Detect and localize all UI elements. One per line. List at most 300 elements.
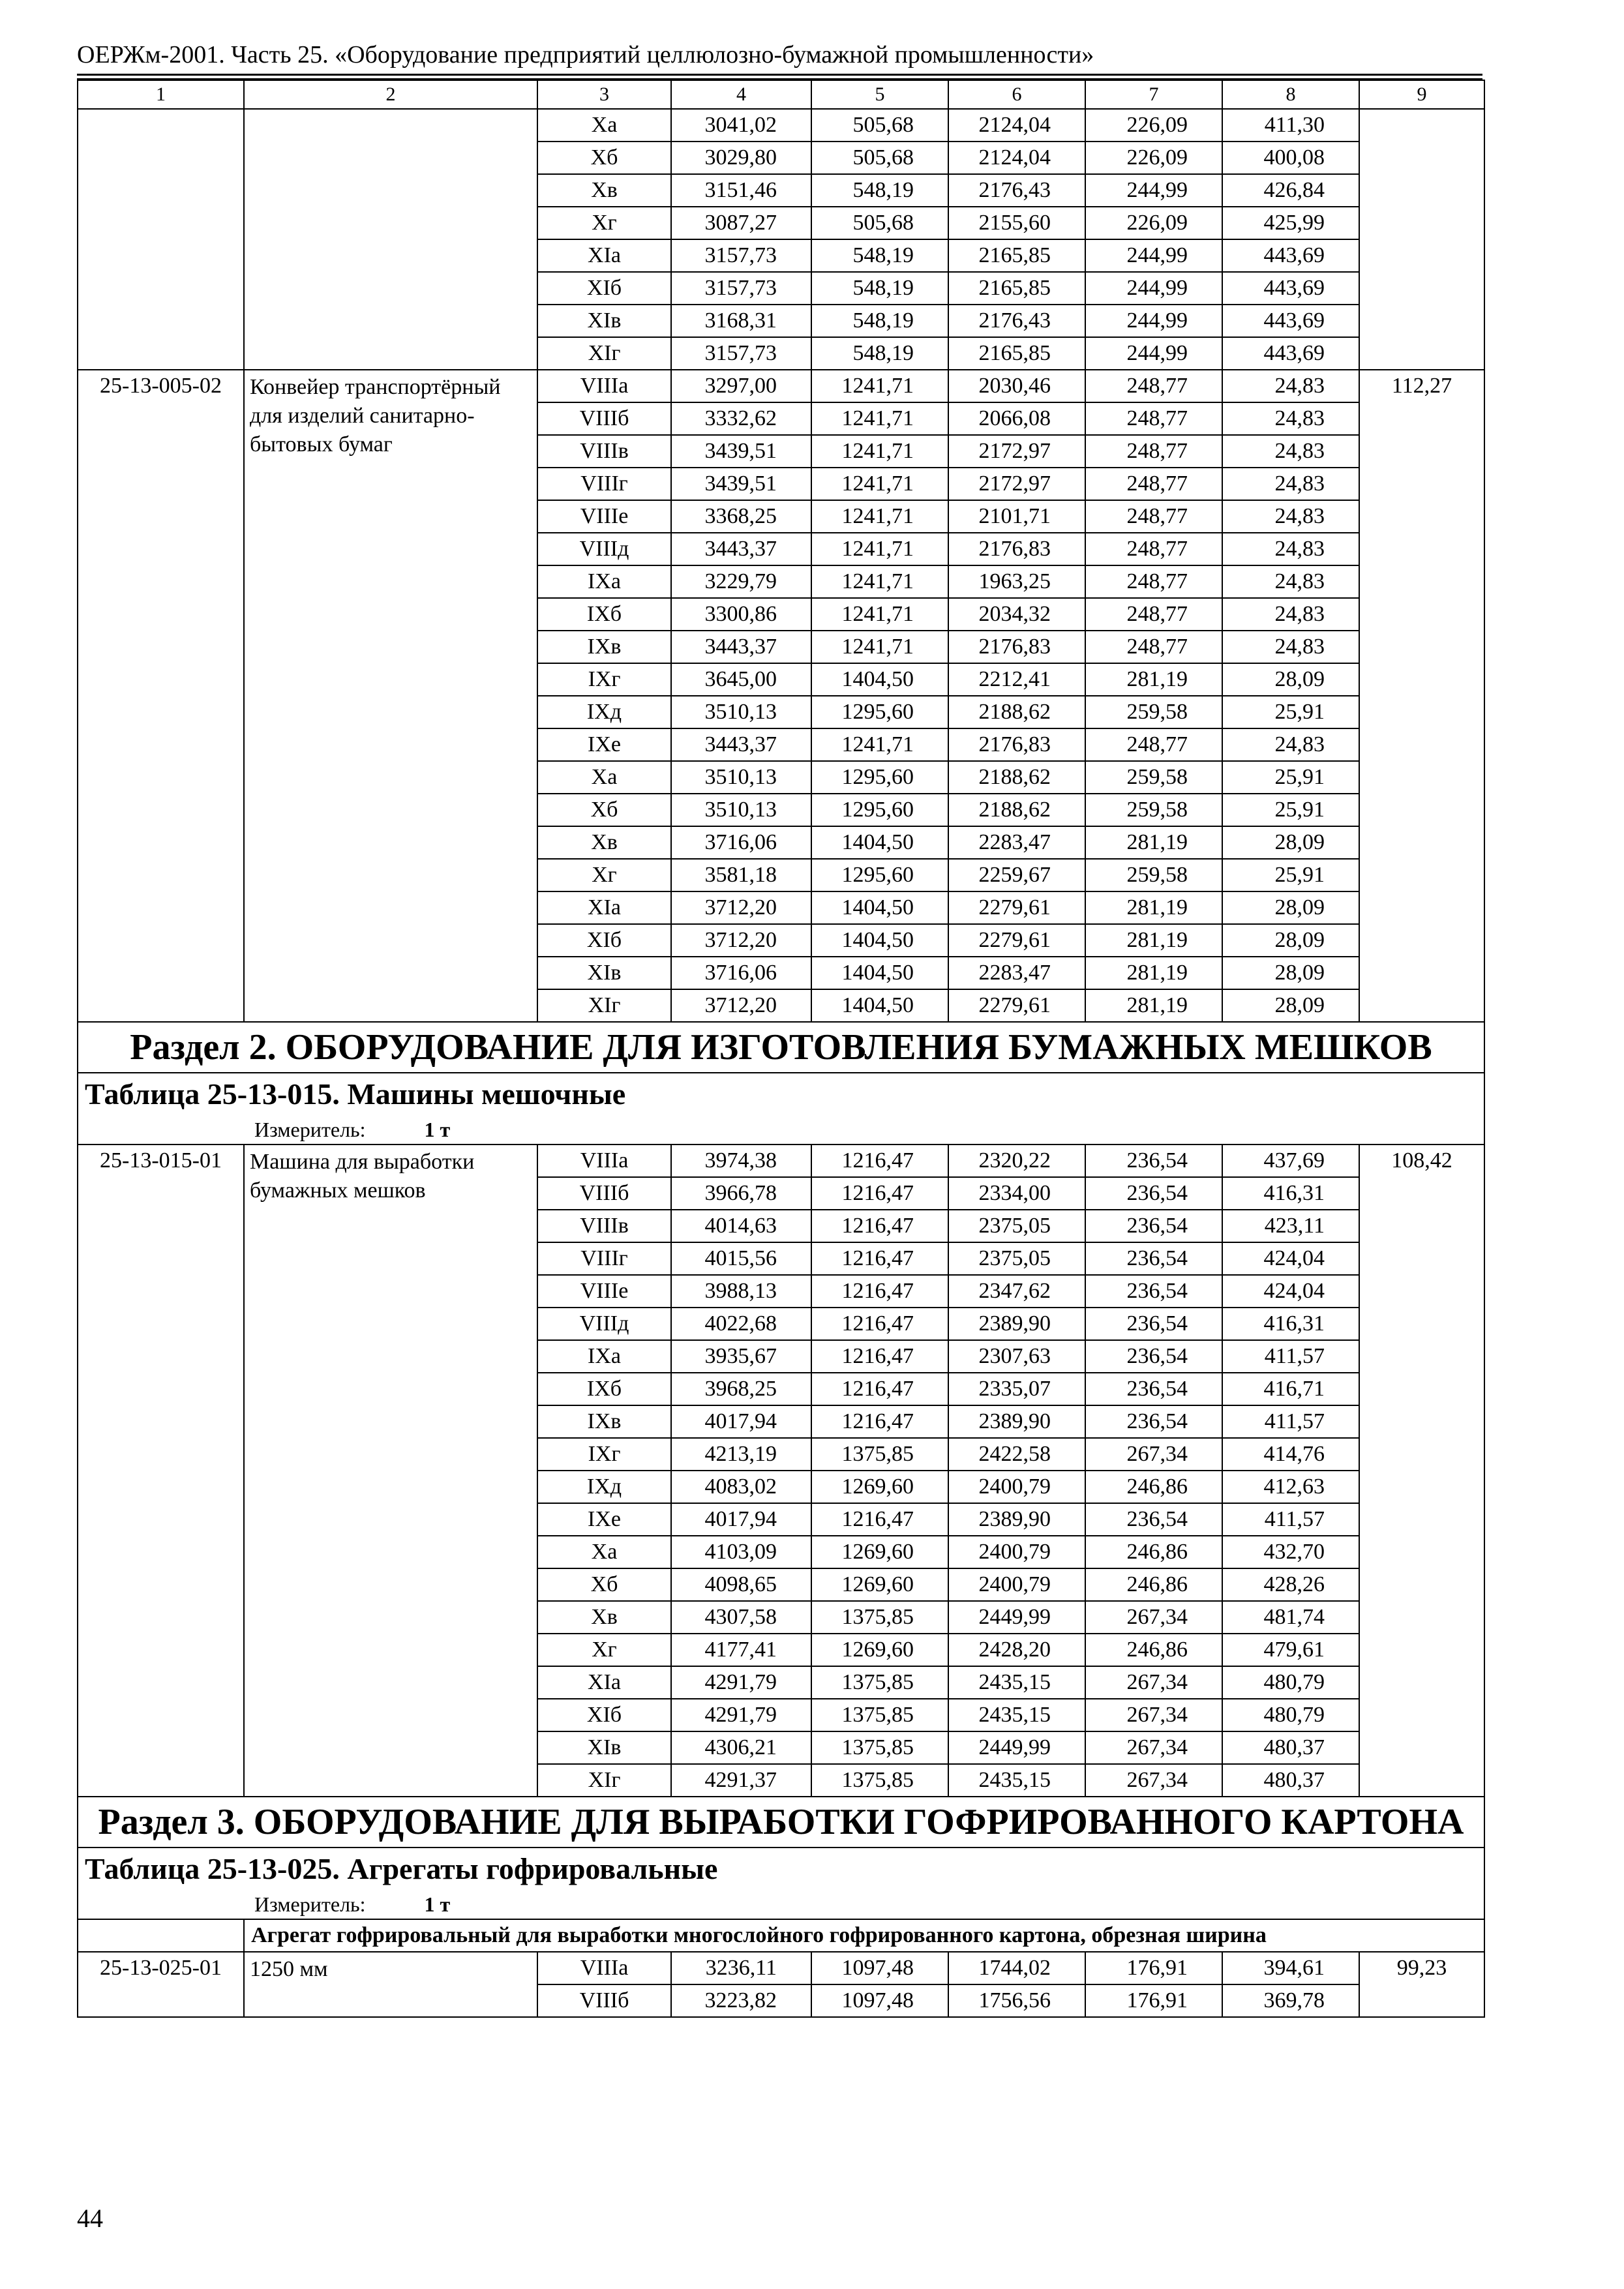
total-cost: 4291,79	[671, 1699, 811, 1731]
labor-cost: 505,68	[811, 207, 948, 239]
total-cost: 3443,37	[671, 533, 811, 565]
section-row	[78, 1797, 1484, 1848]
zone-code: XIг	[537, 337, 671, 370]
total-cost: 4177,41	[671, 1634, 811, 1666]
total-cost: 3157,73	[671, 272, 811, 305]
operator-wage: 267,34	[1085, 1699, 1222, 1731]
total-cost: 3581,18	[671, 859, 811, 891]
operator-wage: 176,91	[1085, 1984, 1222, 2017]
machine-cost: 2172,97	[948, 468, 1085, 500]
materials-cost: 426,84	[1222, 174, 1359, 207]
materials-cost: 411,57	[1222, 1503, 1359, 1536]
zone-code: Xв	[537, 1601, 671, 1634]
machine-cost: 2155,60	[948, 207, 1085, 239]
materials-cost: 24,83	[1222, 598, 1359, 631]
operator-wage: 248,77	[1085, 598, 1222, 631]
machine-cost: 2347,62	[948, 1275, 1085, 1308]
labor-cost: 1375,85	[811, 1764, 948, 1797]
labor-cost: 1295,60	[811, 761, 948, 794]
labor-cost: 1295,60	[811, 696, 948, 728]
operator-wage: 236,54	[1085, 1373, 1222, 1405]
machine-cost: 2320,22	[948, 1144, 1085, 1177]
labor-cost: 505,68	[811, 142, 948, 174]
total-cost: 4015,56	[671, 1242, 811, 1275]
materials-cost: 28,09	[1222, 989, 1359, 1022]
labor-cost: 1295,60	[811, 859, 948, 891]
operator-wage: 244,99	[1085, 337, 1222, 370]
machine-cost: 2283,47	[948, 957, 1085, 989]
labor-cost: 548,19	[811, 174, 948, 207]
zone-code: IXг	[537, 1438, 671, 1471]
machine-cost: 2188,62	[948, 696, 1085, 728]
materials-cost: 432,70	[1222, 1536, 1359, 1568]
total-cost: 3223,82	[671, 1984, 811, 2017]
operator-wage: 226,09	[1085, 142, 1222, 174]
zone-code: VIIIб	[537, 1177, 671, 1210]
zone-code: Xб	[537, 1568, 671, 1601]
materials-cost: 25,91	[1222, 794, 1359, 826]
operator-wage: 248,77	[1085, 728, 1222, 761]
zone-code: XIв	[537, 1731, 671, 1764]
machine-cost: 2176,83	[948, 631, 1085, 663]
zone-code: IXa	[537, 1340, 671, 1373]
total-cost: 3988,13	[671, 1275, 811, 1308]
operator-wage: 246,86	[1085, 1634, 1222, 1666]
zone-code: VIIIб	[537, 1984, 671, 2017]
total-cost: 4098,65	[671, 1568, 811, 1601]
zone-code: XIб	[537, 924, 671, 957]
subhead-row	[78, 1919, 1484, 1952]
zone-code: Xб	[537, 142, 671, 174]
materials-cost: 424,04	[1222, 1242, 1359, 1275]
machine-cost: 2124,04	[948, 109, 1085, 142]
resource-name: 1250 мм	[244, 1952, 537, 2017]
zone-code: XIa	[537, 239, 671, 272]
zone-code: VIIIб	[537, 402, 671, 435]
materials-cost: 394,61	[1222, 1952, 1359, 1984]
total-cost: 3443,37	[671, 631, 811, 663]
labor-cost: 1404,50	[811, 924, 948, 957]
resource-code: 25-13-015-01	[78, 1144, 244, 1797]
materials-cost: 443,69	[1222, 337, 1359, 370]
total-cost: 3157,73	[671, 239, 811, 272]
labor-cost: 548,19	[811, 305, 948, 337]
labor-cost: 1216,47	[811, 1340, 948, 1373]
operator-wage: 244,99	[1085, 174, 1222, 207]
materials-cost: 480,37	[1222, 1731, 1359, 1764]
machine-cost: 2176,43	[948, 305, 1085, 337]
machine-cost: 2030,46	[948, 370, 1085, 402]
labor-cost: 1241,71	[811, 402, 948, 435]
total-cost: 3439,51	[671, 435, 811, 468]
operator-wage: 244,99	[1085, 305, 1222, 337]
machine-cost: 2066,08	[948, 402, 1085, 435]
zone-code: Xa	[537, 109, 671, 142]
machine-cost: 2389,90	[948, 1308, 1085, 1340]
labor-cost: 548,19	[811, 239, 948, 272]
operator-wage: 236,54	[1085, 1503, 1222, 1536]
labor-hours	[1359, 109, 1484, 370]
materials-cost: 24,83	[1222, 500, 1359, 533]
total-cost: 3443,37	[671, 728, 811, 761]
machine-cost: 2279,61	[948, 924, 1085, 957]
materials-cost: 24,83	[1222, 468, 1359, 500]
column-number: 9	[1359, 80, 1484, 109]
operator-wage: 248,77	[1085, 533, 1222, 565]
labor-cost: 1216,47	[811, 1242, 948, 1275]
total-cost: 3439,51	[671, 468, 811, 500]
table-row	[78, 109, 1484, 142]
zone-code: Xв	[537, 826, 671, 859]
total-cost: 4017,94	[671, 1503, 811, 1536]
resource-code: 25-13-005-02	[78, 370, 244, 1022]
operator-wage: 281,19	[1085, 989, 1222, 1022]
labor-cost: 1241,71	[811, 468, 948, 500]
operator-wage: 236,54	[1085, 1308, 1222, 1340]
zone-code: XIг	[537, 989, 671, 1022]
materials-cost: 28,09	[1222, 891, 1359, 924]
group-subheading: Агрегат гофрировальный для выработки многослойного гофрированного картона, обрезная ширина	[244, 1919, 1484, 1952]
table-row	[78, 1144, 1484, 1177]
machine-cost: 2034,32	[948, 598, 1085, 631]
total-cost: 3300,86	[671, 598, 811, 631]
machine-cost: 2449,99	[948, 1601, 1085, 1634]
zone-code: VIIIe	[537, 500, 671, 533]
zone-code: VIIIд	[537, 533, 671, 565]
measure-label: Измеритель:	[254, 1117, 366, 1141]
machine-cost: 2400,79	[948, 1568, 1085, 1601]
materials-cost: 480,79	[1222, 1666, 1359, 1699]
total-cost: 3157,73	[671, 337, 811, 370]
zone-code: IXб	[537, 598, 671, 631]
zone-code: IXв	[537, 631, 671, 663]
materials-cost: 424,04	[1222, 1275, 1359, 1308]
section-row	[78, 1022, 1484, 1073]
labor-cost: 1241,71	[811, 565, 948, 598]
total-cost: 3716,06	[671, 957, 811, 989]
operator-wage: 259,58	[1085, 696, 1222, 728]
operator-wage: 226,09	[1085, 109, 1222, 142]
zone-code: VIIIв	[537, 1210, 671, 1242]
zone-code: IXe	[537, 728, 671, 761]
zone-code: IXв	[537, 1405, 671, 1438]
machine-cost: 2176,43	[948, 174, 1085, 207]
materials-cost: 28,09	[1222, 957, 1359, 989]
materials-cost: 443,69	[1222, 305, 1359, 337]
materials-cost: 24,83	[1222, 533, 1359, 565]
labor-cost: 1216,47	[811, 1503, 948, 1536]
zone-code: Xa	[537, 1536, 671, 1568]
operator-wage: 248,77	[1085, 402, 1222, 435]
materials-cost: 400,08	[1222, 142, 1359, 174]
materials-cost: 24,83	[1222, 728, 1359, 761]
machine-cost: 2259,67	[948, 859, 1085, 891]
labor-cost: 1375,85	[811, 1731, 948, 1764]
machine-cost: 2176,83	[948, 533, 1085, 565]
total-cost: 3935,67	[671, 1340, 811, 1373]
labor-cost: 1404,50	[811, 826, 948, 859]
operator-wage: 281,19	[1085, 891, 1222, 924]
machine-cost: 2449,99	[948, 1731, 1085, 1764]
total-cost: 3968,25	[671, 1373, 811, 1405]
zone-code: Xб	[537, 794, 671, 826]
materials-cost: 24,83	[1222, 631, 1359, 663]
zone-code: XIб	[537, 272, 671, 305]
machine-cost: 2279,61	[948, 891, 1085, 924]
operator-wage: 246,86	[1085, 1536, 1222, 1568]
operator-wage: 248,77	[1085, 565, 1222, 598]
labor-cost: 1241,71	[811, 598, 948, 631]
materials-cost: 443,69	[1222, 272, 1359, 305]
zone-code: XIв	[537, 957, 671, 989]
materials-cost: 423,11	[1222, 1210, 1359, 1242]
operator-wage: 267,34	[1085, 1764, 1222, 1797]
machine-cost: 2212,41	[948, 663, 1085, 696]
machine-cost: 2335,07	[948, 1373, 1085, 1405]
machine-cost: 1756,56	[948, 1984, 1085, 2017]
total-cost: 4083,02	[671, 1471, 811, 1503]
total-cost: 3712,20	[671, 989, 811, 1022]
total-cost: 3716,06	[671, 826, 811, 859]
column-number: 2	[244, 80, 537, 109]
labor-cost: 1375,85	[811, 1438, 948, 1471]
operator-wage: 281,19	[1085, 663, 1222, 696]
machine-cost: 2389,90	[948, 1503, 1085, 1536]
labor-cost: 1216,47	[811, 1177, 948, 1210]
measure-cell	[78, 1115, 1484, 1144]
total-cost: 3236,11	[671, 1952, 811, 1984]
operator-wage: 246,86	[1085, 1568, 1222, 1601]
table-row	[78, 1952, 1484, 1984]
zone-code: Xг	[537, 859, 671, 891]
labor-cost: 1216,47	[811, 1275, 948, 1308]
labor-cost: 1241,71	[811, 631, 948, 663]
zone-code: XIб	[537, 1699, 671, 1731]
column-number: 4	[671, 80, 811, 109]
labor-cost: 1241,71	[811, 500, 948, 533]
operator-wage: 267,34	[1085, 1601, 1222, 1634]
zone-code: VIIIг	[537, 1242, 671, 1275]
zone-code: XIг	[537, 1764, 671, 1797]
operator-wage: 248,77	[1085, 435, 1222, 468]
zone-code: VIIIa	[537, 1952, 671, 1984]
section-heading: Раздел 2. ОБОРУДОВАНИЕ ДЛЯ ИЗГОТОВЛЕНИЯ БУМАЖНЫХ МЕШКОВ	[78, 1022, 1484, 1073]
labor-cost: 1216,47	[811, 1308, 948, 1340]
machine-cost: 2400,79	[948, 1471, 1085, 1503]
running-header: ОЕРЖм-2001. Часть 25. «Оборудование предприятий целлюлозно-бумажной промышленности»	[77, 41, 1094, 68]
total-cost: 4213,19	[671, 1438, 811, 1471]
column-number: 5	[811, 80, 948, 109]
measure-value: 1 т	[424, 1892, 451, 1916]
operator-wage: 244,99	[1085, 272, 1222, 305]
labor-cost: 1241,71	[811, 370, 948, 402]
zone-code: Xa	[537, 761, 671, 794]
materials-cost: 28,09	[1222, 663, 1359, 696]
materials-cost: 412,63	[1222, 1471, 1359, 1503]
operator-wage: 248,77	[1085, 370, 1222, 402]
materials-cost: 425,99	[1222, 207, 1359, 239]
operator-wage: 248,77	[1085, 631, 1222, 663]
labor-cost: 1269,60	[811, 1471, 948, 1503]
materials-cost: 480,37	[1222, 1764, 1359, 1797]
materials-cost: 416,31	[1222, 1177, 1359, 1210]
materials-cost: 443,69	[1222, 239, 1359, 272]
operator-wage: 281,19	[1085, 924, 1222, 957]
subhead-spacer	[78, 1919, 244, 1952]
total-cost: 3168,31	[671, 305, 811, 337]
materials-cost: 24,83	[1222, 565, 1359, 598]
zone-code: XIв	[537, 305, 671, 337]
labor-hours: 99,23	[1359, 1952, 1484, 2017]
labor-cost: 1216,47	[811, 1405, 948, 1438]
zone-code: IXe	[537, 1503, 671, 1536]
labor-cost: 1375,85	[811, 1699, 948, 1731]
labor-hours: 108,42	[1359, 1144, 1484, 1797]
total-cost: 3041,02	[671, 109, 811, 142]
labor-cost: 1097,48	[811, 1984, 948, 2017]
machine-cost: 2389,90	[948, 1405, 1085, 1438]
total-cost: 4014,63	[671, 1210, 811, 1242]
labor-cost: 1097,48	[811, 1952, 948, 1984]
total-cost: 3966,78	[671, 1177, 811, 1210]
total-cost: 3151,46	[671, 174, 811, 207]
operator-wage: 236,54	[1085, 1405, 1222, 1438]
materials-cost: 479,61	[1222, 1634, 1359, 1666]
materials-cost: 28,09	[1222, 924, 1359, 957]
section-heading: Раздел 3. ОБОРУДОВАНИЕ ДЛЯ ВЫРАБОТКИ ГОФРИРОВАННОГО КАРТОНА	[78, 1797, 1484, 1848]
machine-cost: 2435,15	[948, 1699, 1085, 1731]
zone-code: VIIIд	[537, 1308, 671, 1340]
machine-cost: 2101,71	[948, 500, 1085, 533]
table-title-row	[78, 1848, 1484, 1889]
materials-cost: 411,57	[1222, 1405, 1359, 1438]
labor-cost: 1269,60	[811, 1536, 948, 1568]
machine-cost: 2283,47	[948, 826, 1085, 859]
operator-wage: 236,54	[1085, 1210, 1222, 1242]
table-body	[78, 80, 1484, 2017]
column-number: 7	[1085, 80, 1222, 109]
labor-cost: 1269,60	[811, 1634, 948, 1666]
total-cost: 3368,25	[671, 500, 811, 533]
total-cost: 3332,62	[671, 402, 811, 435]
total-cost: 4291,79	[671, 1666, 811, 1699]
total-cost: 4307,58	[671, 1601, 811, 1634]
labor-cost: 1404,50	[811, 957, 948, 989]
resource-code	[78, 109, 244, 370]
total-cost: 3974,38	[671, 1144, 811, 1177]
operator-wage: 281,19	[1085, 826, 1222, 859]
header-rule	[77, 74, 1482, 76]
operator-wage: 281,19	[1085, 957, 1222, 989]
labor-cost: 1241,71	[811, 435, 948, 468]
zone-code: Xг	[537, 1634, 671, 1666]
machine-cost: 2188,62	[948, 794, 1085, 826]
total-cost: 4306,21	[671, 1731, 811, 1764]
total-cost: 3510,13	[671, 696, 811, 728]
zone-code: IXд	[537, 696, 671, 728]
zone-code: Xг	[537, 207, 671, 239]
labor-cost: 1404,50	[811, 891, 948, 924]
operator-wage: 176,91	[1085, 1952, 1222, 1984]
materials-cost: 414,76	[1222, 1438, 1359, 1471]
operator-wage: 267,34	[1085, 1666, 1222, 1699]
machine-cost: 1963,25	[948, 565, 1085, 598]
total-cost: 4022,68	[671, 1308, 811, 1340]
column-number: 1	[78, 80, 244, 109]
machine-cost: 2124,04	[948, 142, 1085, 174]
materials-cost: 480,79	[1222, 1699, 1359, 1731]
total-cost: 4017,94	[671, 1405, 811, 1438]
materials-cost: 28,09	[1222, 826, 1359, 859]
operator-wage: 248,77	[1085, 468, 1222, 500]
labor-cost: 548,19	[811, 272, 948, 305]
table-title: Таблица 25-13-015. Машины мешочные	[78, 1073, 1484, 1115]
machine-cost: 2435,15	[948, 1764, 1085, 1797]
measure-row	[78, 1889, 1484, 1919]
materials-cost: 481,74	[1222, 1601, 1359, 1634]
machine-cost: 2165,85	[948, 337, 1085, 370]
table-title-row	[78, 1073, 1484, 1115]
machine-cost: 2279,61	[948, 989, 1085, 1022]
labor-cost: 1295,60	[811, 794, 948, 826]
materials-cost: 369,78	[1222, 1984, 1359, 2017]
labor-cost: 505,68	[811, 109, 948, 142]
operator-wage: 246,86	[1085, 1471, 1222, 1503]
column-number: 6	[948, 80, 1085, 109]
labor-cost: 1216,47	[811, 1144, 948, 1177]
operator-wage: 236,54	[1085, 1275, 1222, 1308]
zone-code: XIa	[537, 891, 671, 924]
materials-cost: 411,30	[1222, 109, 1359, 142]
labor-cost: 1241,71	[811, 533, 948, 565]
labor-cost: 1241,71	[811, 728, 948, 761]
materials-cost: 411,57	[1222, 1340, 1359, 1373]
total-cost: 3229,79	[671, 565, 811, 598]
page-number: 44	[77, 2204, 103, 2233]
operator-wage: 259,58	[1085, 794, 1222, 826]
total-cost: 3510,13	[671, 761, 811, 794]
materials-cost: 24,83	[1222, 402, 1359, 435]
zone-code: VIIIe	[537, 1275, 671, 1308]
zone-code: Xв	[537, 174, 671, 207]
operator-wage: 267,34	[1085, 1438, 1222, 1471]
labor-cost: 548,19	[811, 337, 948, 370]
labor-hours: 112,27	[1359, 370, 1484, 1022]
column-number: 8	[1222, 80, 1359, 109]
total-cost: 3712,20	[671, 891, 811, 924]
operator-wage: 259,58	[1085, 859, 1222, 891]
measure-label: Измеритель:	[254, 1892, 366, 1916]
zone-code: VIIIa	[537, 1144, 671, 1177]
machine-cost: 2307,63	[948, 1340, 1085, 1373]
resource-code: 25-13-025-01	[78, 1952, 244, 2017]
machine-cost: 2375,05	[948, 1242, 1085, 1275]
materials-cost: 416,31	[1222, 1308, 1359, 1340]
materials-cost: 416,71	[1222, 1373, 1359, 1405]
machine-cost: 2375,05	[948, 1210, 1085, 1242]
total-cost: 3297,00	[671, 370, 811, 402]
materials-cost: 25,91	[1222, 859, 1359, 891]
materials-cost: 25,91	[1222, 761, 1359, 794]
labor-cost: 1216,47	[811, 1210, 948, 1242]
table-title: Таблица 25-13-025. Агрегаты гофрировальные	[78, 1848, 1484, 1889]
zone-code: IXб	[537, 1373, 671, 1405]
resource-name: Конвейер транспортёрный для изделий санитарно-бытовых бумаг	[244, 370, 537, 1022]
total-cost: 3645,00	[671, 663, 811, 696]
materials-cost: 25,91	[1222, 696, 1359, 728]
machine-cost: 2176,83	[948, 728, 1085, 761]
materials-cost: 24,83	[1222, 435, 1359, 468]
